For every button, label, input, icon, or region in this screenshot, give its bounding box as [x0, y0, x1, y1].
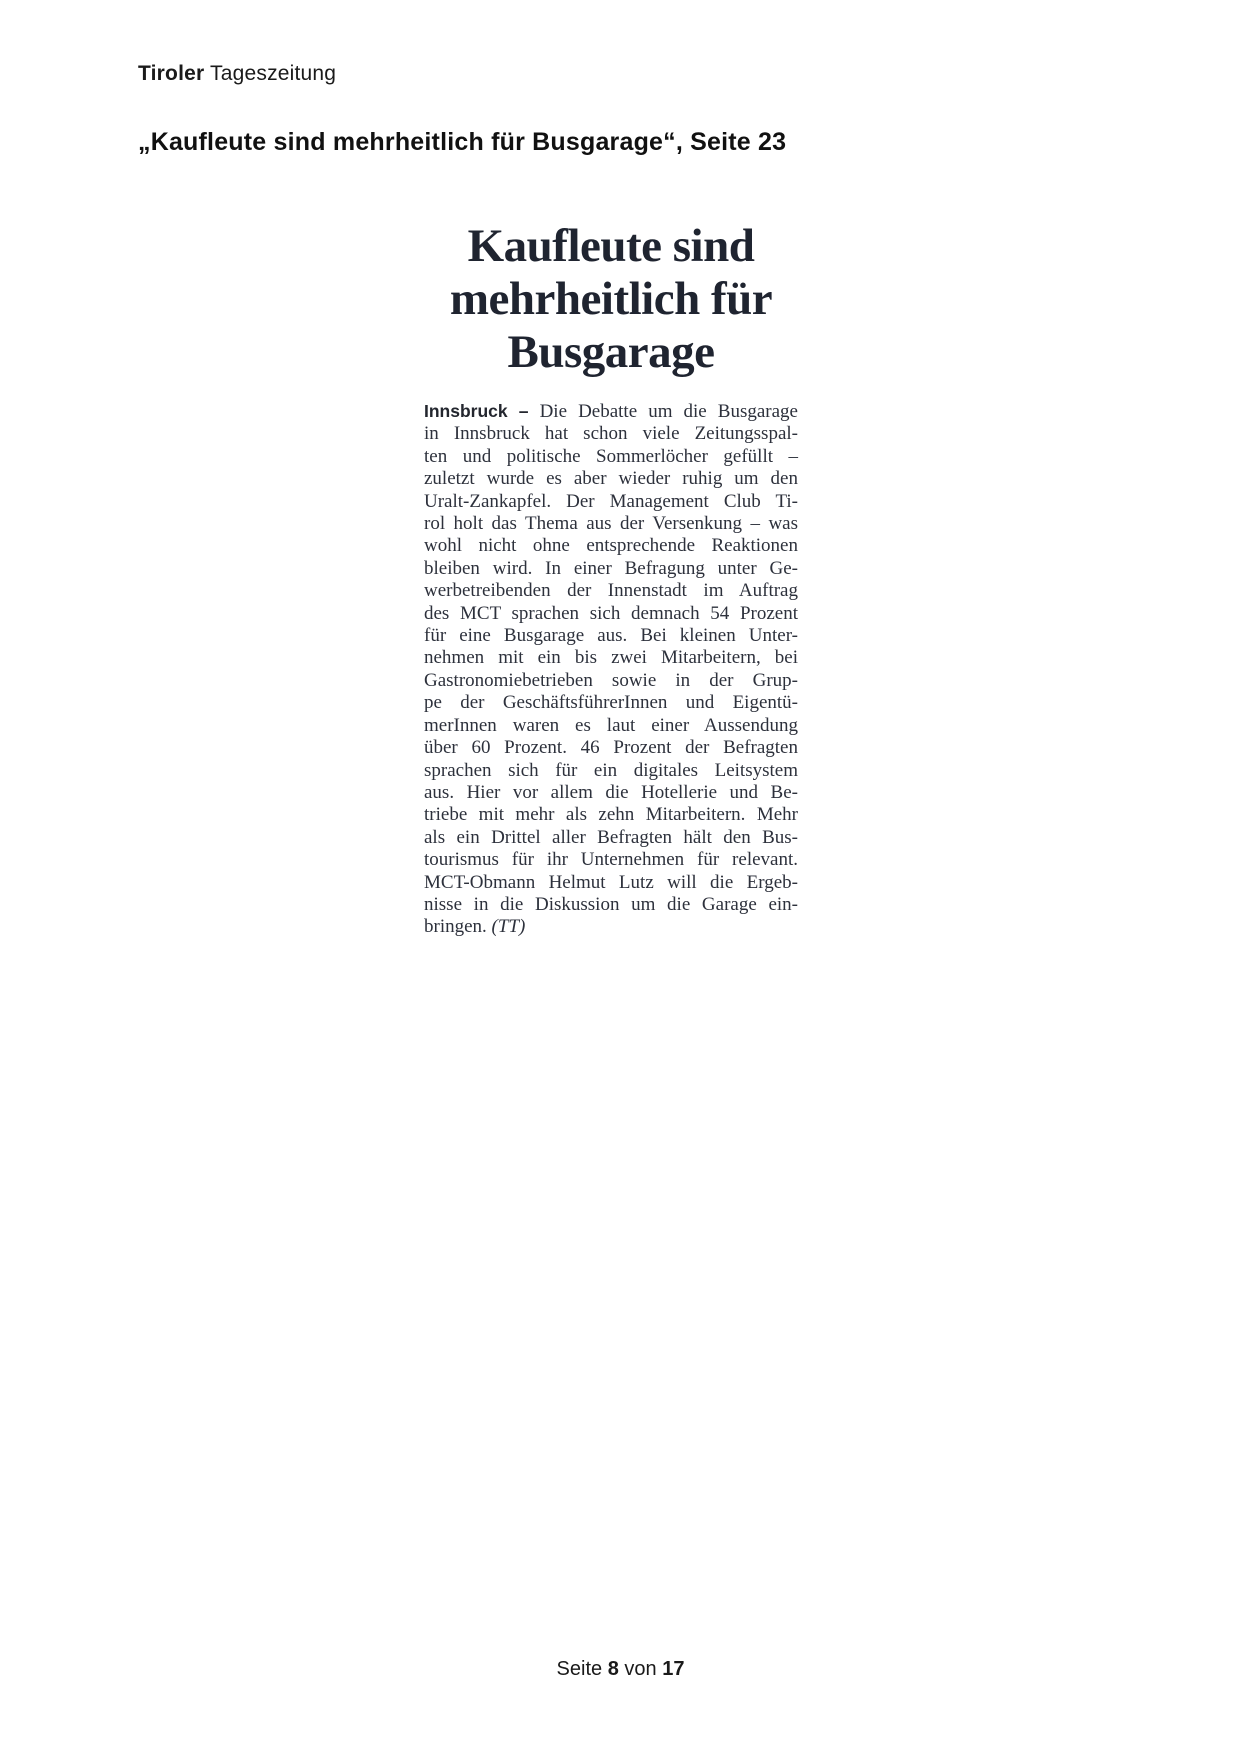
article-line: bleiben wird. In einer Befragung unter Ge-	[424, 557, 798, 579]
footer-current-page: 8	[607, 1658, 619, 1680]
article-line: über 60 Prozent. 46 Prozent der Befragten	[424, 737, 798, 759]
article-reference-title: „Kaufleute sind mehrheitlich für Busgarage“, Seite 23	[138, 128, 787, 156]
newspaper-name-rest: Tageszeitung	[204, 62, 337, 85]
article-line: als ein Drittel aller Befragten hält den Bus-	[424, 826, 798, 848]
footer-label-seite: Seite	[556, 1658, 603, 1680]
article-headline-line: Kaufleute sind	[467, 220, 755, 272]
article-headline-line: Busgarage	[507, 326, 715, 378]
article-line: pe der GeschäftsführerInnen und Eigentü-	[424, 692, 798, 714]
article-line: wohl nicht ohne entsprechende Reaktionen	[424, 535, 798, 557]
article-line: triebe mit mehr als zehn Mitarbeitern. Mehr	[424, 804, 798, 826]
article-line: aus. Hier vor allem die Hotellerie und Be-	[424, 781, 798, 803]
article-line: Uralt-Zankapfel. Der Management Club Ti-	[424, 490, 798, 512]
article-lead-in: Innsbruck –	[424, 401, 529, 421]
article-body	[424, 400, 798, 939]
article-signoff: (TT)	[491, 916, 526, 938]
newspaper-clipping	[424, 220, 798, 939]
article-headline	[424, 220, 798, 379]
article-line: für eine Busgarage aus. Bei kleinen Unter-	[424, 625, 798, 647]
newspaper-name-bold: Tiroler	[138, 62, 205, 85]
article-line: Innsbruck – Die Debatte um die Busgarage	[424, 401, 798, 422]
article-line: nisse in die Diskussion um die Garage ein-	[424, 893, 798, 915]
article-line: des MCT sprachen sich demnach 54 Prozent	[424, 602, 798, 624]
article-line: in Innsbruck hat schon viele Zeitungsspal-	[424, 423, 798, 445]
footer-total-pages: 17	[662, 1658, 685, 1680]
article-line: nehmen mit ein bis zwei Mitarbeitern, bei	[424, 647, 798, 669]
footer-label-von: von	[624, 1658, 657, 1680]
article-line: merInnen waren es laut einer Aussendung	[424, 714, 798, 736]
article-line: ten und politische Sommerlöcher gefüllt –	[424, 445, 798, 467]
article-line: MCT-Obmann Helmut Lutz will die Ergeb-	[424, 871, 798, 893]
page-footer	[0, 1658, 1241, 1681]
article-headline-line: mehrheitlich für	[449, 273, 773, 325]
article-line: Gastronomiebetrieben sowie in der Grup-	[424, 669, 798, 691]
article-line: rol holt das Thema aus der Versenkung – was	[424, 513, 798, 535]
article-line: werbetreibenden der Innenstadt im Auftrag	[424, 580, 798, 602]
article-line: sprachen sich für ein digitales Leitsystem	[424, 759, 798, 781]
article-line: zuletzt wurde es aber wieder ruhig um den	[424, 468, 798, 490]
article-line: tourismus für ihr Unternehmen für relevant.	[424, 849, 798, 871]
newspaper-name	[138, 62, 336, 86]
article-line-last: bringen. (TT)	[424, 916, 526, 938]
